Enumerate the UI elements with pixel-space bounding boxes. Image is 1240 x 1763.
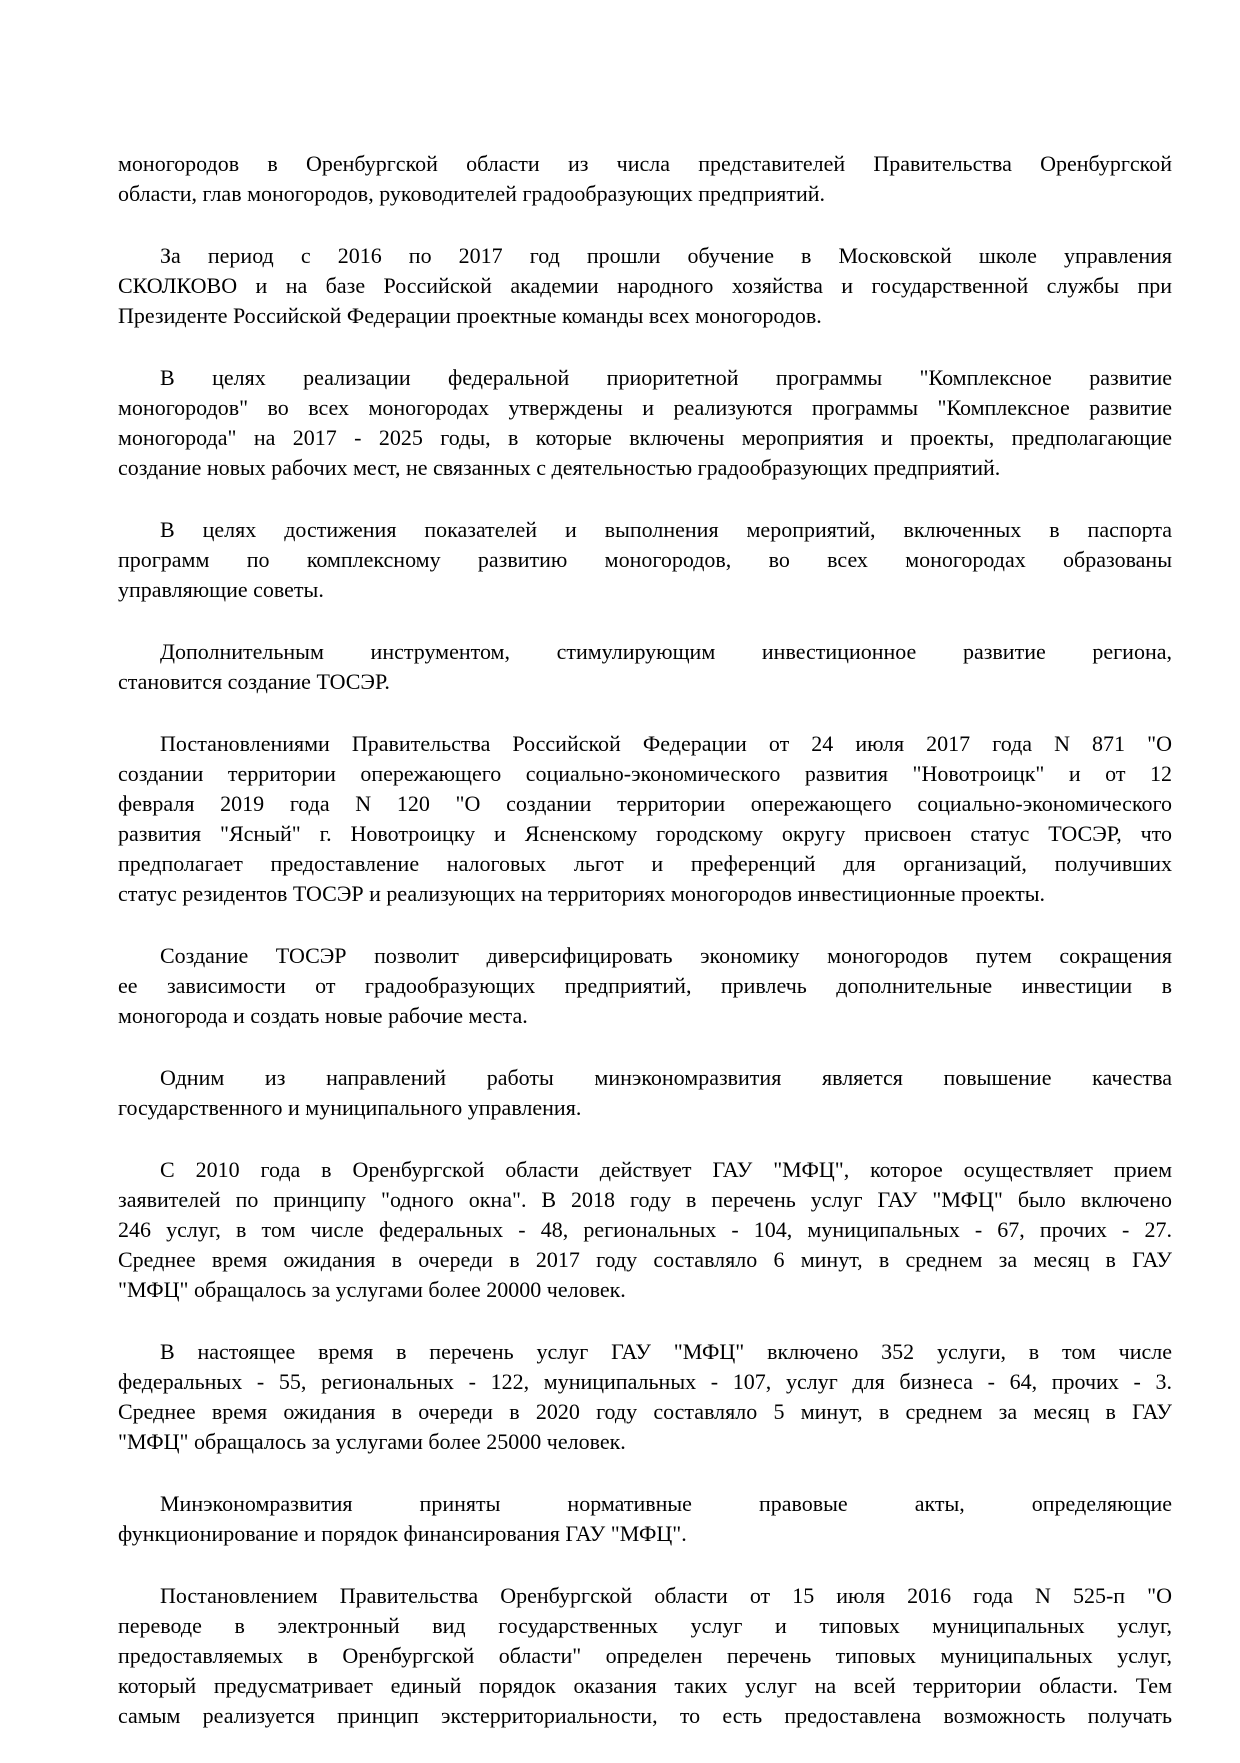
text-line: федеральных - 55, региональных - 122, муниципальных - 107, услуг для бизнеса - 64, прочих - 3. bbox=[118, 1369, 1172, 1394]
paragraph bbox=[118, 1155, 1172, 1305]
text-line: Среднее время ожидания в очереди в 2017 году составляло 6 минут, в среднем за месяц в ГАУ bbox=[118, 1247, 1172, 1272]
text-line: СКОЛКОВО и на базе Российской академии народного хозяйства и государственной службы при bbox=[118, 273, 1172, 298]
text-line: предоставляемых в Оренбургской области" определен перечень типовых муниципальных услуг, bbox=[118, 1643, 1172, 1668]
paragraph bbox=[118, 363, 1172, 483]
paragraph bbox=[118, 729, 1172, 909]
text-line: Постановлением Правительства Оренбургской области от 15 июля 2016 года N 525-п "О bbox=[160, 1583, 1172, 1608]
text-line: заявителей по принципу "одного окна". В 2018 году в перечень услуг ГАУ "МФЦ" было включено bbox=[118, 1187, 1172, 1212]
text-line: В настоящее время в перечень услуг ГАУ "МФЦ" включено 352 услуги, в том числе bbox=[160, 1339, 1172, 1364]
text-line: моногородов" во всех моногородах утверждены и реализуются программы "Комплексное развитие bbox=[118, 395, 1172, 420]
text-line: С 2010 года в Оренбургской области действует ГАУ "МФЦ", которое осуществляет прием bbox=[160, 1157, 1172, 1182]
text-line: моногорода" на 2017 - 2025 годы, в которые включены мероприятия и проекты, предполагающие bbox=[118, 425, 1172, 450]
text-line: "МФЦ" обращалось за услугами более 25000 человек. bbox=[118, 1429, 626, 1454]
text-line: предполагает предоставление налоговых льгот и преференций для организаций, получивших bbox=[118, 851, 1172, 876]
paragraph bbox=[118, 1337, 1172, 1457]
text-line: государственного и муниципального управления. bbox=[118, 1095, 582, 1120]
text-line: программ по комплексному развитию моногородов, во всех моногородах образованы bbox=[118, 547, 1172, 572]
text-line: Постановлениями Правительства Российской Федерации от 24 июля 2017 года N 871 "О bbox=[160, 731, 1172, 756]
text-line: Создание ТОСЭР позволит диверсифицировать экономику моногородов путем сокращения bbox=[160, 943, 1172, 968]
text-line: Среднее время ожидания в очереди в 2020 году составляло 5 минут, в среднем за месяц в ГАУ bbox=[118, 1399, 1172, 1424]
text-line: управляющие советы. bbox=[118, 577, 324, 602]
text-line: В целях реализации федеральной приоритетной программы "Комплексное развитие bbox=[160, 365, 1172, 390]
text-line: создание новых рабочих мест, не связанных с деятельностью градообразующих предприятий. bbox=[118, 455, 1001, 480]
text-line: функционирование и порядок финансирования ГАУ "МФЦ". bbox=[118, 1521, 687, 1546]
text-line: ее зависимости от градообразующих предприятий, привлечь дополнительные инвестиции в bbox=[118, 973, 1172, 998]
paragraph bbox=[118, 515, 1172, 605]
text-line: создании территории опережающего социально-экономического развития "Новотроицк" и от 12 bbox=[118, 761, 1172, 786]
text-line: развития "Ясный" г. Новотроицку и Ясненскому городскому округу присвоен статус ТОСЭР, что bbox=[118, 821, 1172, 846]
text-line: области, глав моногородов, руководителей градообразующих предприятий. bbox=[118, 181, 826, 206]
text-line: статус резидентов ТОСЭР и реализующих на территориях моногородов инвестиционные проекты. bbox=[118, 881, 1046, 906]
paragraph bbox=[118, 637, 1172, 697]
text-line: За период с 2016 по 2017 год прошли обучение в Московской школе управления bbox=[160, 243, 1172, 268]
text-line: переводе в электронный вид государственных услуг и типовых муниципальных услуг, bbox=[118, 1613, 1172, 1638]
text-line: февраля 2019 года N 120 "О создании территории опережающего социально-экономического bbox=[118, 791, 1172, 816]
text-line: "МФЦ" обращалось за услугами более 20000 человек. bbox=[118, 1277, 626, 1302]
paragraph bbox=[118, 1581, 1172, 1731]
paragraph bbox=[118, 1063, 1172, 1123]
paragraph bbox=[118, 241, 1172, 331]
text-line: Одним из направлений работы минэкономразвития является повышение качества bbox=[160, 1065, 1172, 1090]
text-line: 246 услуг, в том числе федеральных - 48, региональных - 104, муниципальных - 67, прочих - 27. bbox=[118, 1217, 1172, 1242]
text-line: Президенте Российской Федерации проектные команды всех моногородов. bbox=[118, 303, 822, 328]
text-line: моногородов в Оренбургской области из числа представителей Правительства Оренбургской bbox=[118, 151, 1172, 176]
paragraph bbox=[118, 941, 1172, 1031]
text-line: становится создание ТОСЭР. bbox=[118, 669, 390, 694]
text-line: Дополнительным инструментом, стимулирующим инвестиционное развитие региона, bbox=[160, 639, 1172, 664]
text-line: который предусматривает единый порядок оказания таких услуг на всей территории области. Тем bbox=[118, 1673, 1172, 1698]
text-line: самым реализуется принцип экстерриториальности, то есть предоставлена возможность получать bbox=[118, 1703, 1172, 1728]
text-line: В целях достижения показателей и выполнения мероприятий, включенных в паспорта bbox=[160, 517, 1172, 542]
text-line: Минэкономразвития приняты нормативные правовые акты, определяющие bbox=[160, 1491, 1172, 1516]
text-line: моногорода и создать новые рабочие места. bbox=[118, 1003, 528, 1028]
paragraph bbox=[118, 149, 1172, 209]
paragraph bbox=[118, 1489, 1172, 1549]
document-page bbox=[118, 149, 1172, 1763]
